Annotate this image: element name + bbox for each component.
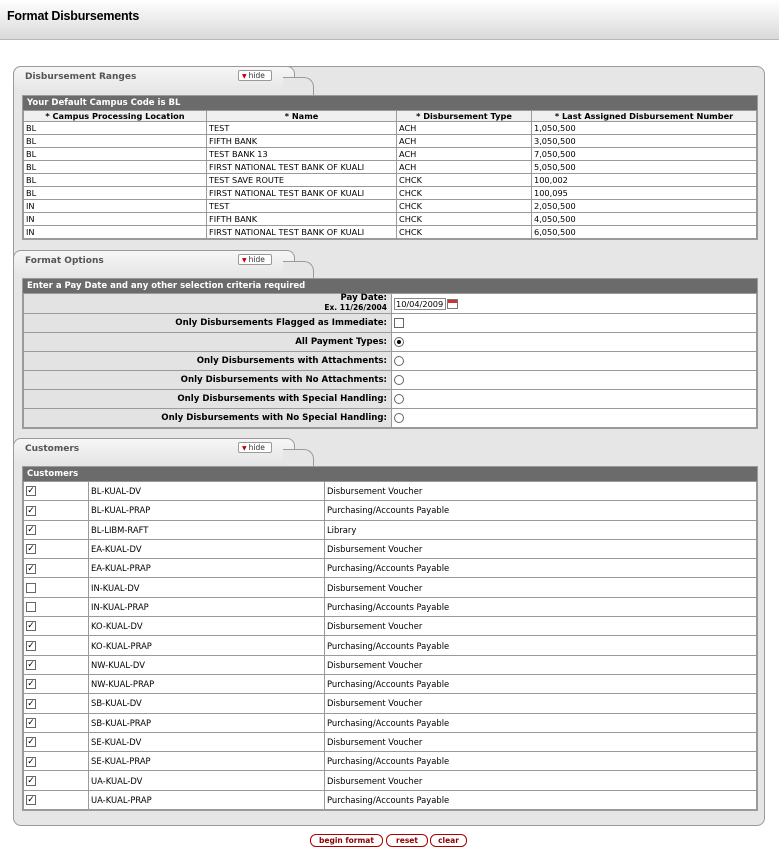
table-row (24, 122, 757, 135)
customer-row (24, 501, 757, 520)
no-special-handling-radio[interactable] (394, 413, 404, 423)
page-title: Format Disbursements (7, 9, 140, 23)
checkmark-icon: ✓ (27, 698, 35, 709)
table-cell: IN (24, 226, 207, 239)
checkmark-icon: ✓ (27, 679, 35, 690)
customers-heading: Customers (23, 467, 757, 481)
customer-checkbox[interactable] (26, 506, 36, 516)
customer-row (24, 694, 757, 713)
checkmark-icon: ✓ (27, 756, 35, 767)
customer-code: EA-KUAL-PRAP (89, 559, 325, 578)
customer-row (24, 636, 757, 655)
customer-checkbox[interactable] (26, 621, 36, 631)
checkmark-icon: ✓ (27, 505, 35, 516)
special-handling-radio[interactable] (394, 394, 404, 404)
customer-description: Disbursement Voucher (325, 539, 757, 558)
customer-code: SB-KUAL-PRAP (89, 713, 325, 732)
checkmark-icon: ✓ (27, 544, 35, 555)
customer-description: Disbursement Voucher (325, 617, 757, 636)
customer-row (24, 597, 757, 616)
customer-row (24, 482, 757, 501)
customers-section (22, 466, 758, 811)
clear-button[interactable]: clear (430, 834, 467, 847)
no-attachments-radio[interactable] (394, 375, 404, 385)
customer-row (24, 578, 757, 597)
pay-date-cell (392, 294, 757, 314)
customer-description: Purchasing/Accounts Payable (325, 674, 757, 693)
table-row (24, 135, 757, 148)
customer-code: NW-KUAL-DV (89, 655, 325, 674)
customer-description: Library (325, 520, 757, 539)
all-types-radio[interactable] (394, 337, 404, 347)
customer-row (24, 617, 757, 636)
options-form (23, 293, 757, 428)
table-cell: 1,050,500 (532, 122, 757, 135)
table-cell: ACH (397, 161, 532, 174)
table-cell: 2,050,500 (532, 200, 757, 213)
table-cell: 3,050,500 (532, 135, 757, 148)
checkmark-icon: ✓ (27, 775, 35, 786)
customer-checkbox[interactable] (26, 699, 36, 709)
checkmark-icon: ✓ (27, 486, 35, 497)
table-cell: 4,050,500 (532, 213, 757, 226)
triangle-down-icon: ▼ (242, 445, 247, 452)
tab-title: Disbursement Ranges (25, 72, 137, 82)
customer-row (24, 539, 757, 558)
customer-row (24, 674, 757, 693)
table-cell: BL (24, 174, 207, 187)
table-cell: TEST SAVE ROUTE (207, 174, 397, 187)
customer-checkbox[interactable] (26, 757, 36, 767)
customer-checkbox[interactable] (26, 660, 36, 670)
ranges-column-header: * Last Assigned Disbursement Number (532, 111, 757, 122)
table-cell: BL (24, 187, 207, 200)
customer-code: SB-KUAL-DV (89, 694, 325, 713)
customer-code: BL-KUAL-DV (89, 482, 325, 501)
table-row (24, 148, 757, 161)
customer-checkbox[interactable] (26, 795, 36, 805)
tab-title: Format Options (25, 256, 104, 266)
ranges-column-header: * Campus Processing Location (24, 111, 207, 122)
customer-checkbox[interactable] (26, 602, 36, 612)
checkmark-icon: ✓ (27, 563, 35, 574)
immediate-checkbox[interactable] (394, 318, 404, 328)
table-cell: BL (24, 161, 207, 174)
special-handling-label: Only Disbursements with Special Handling: (24, 390, 392, 409)
triangle-down-icon: ▼ (242, 73, 247, 80)
table-cell: 5,050,500 (532, 161, 757, 174)
pay-date-label-cell (24, 294, 392, 314)
customer-code: BL-KUAL-PRAP (89, 501, 325, 520)
customer-code: NW-KUAL-PRAP (89, 674, 325, 693)
checkmark-icon: ✓ (27, 717, 35, 728)
format-options-section (22, 278, 758, 429)
table-cell: CHCK (397, 187, 532, 200)
table-row (24, 187, 757, 200)
customer-checkbox[interactable] (26, 679, 36, 689)
table-cell: FIRST NATIONAL TEST BANK OF KUALI (207, 187, 397, 200)
customer-code: IN-KUAL-DV (89, 578, 325, 597)
checkmark-icon: ✓ (27, 621, 35, 632)
customer-row (24, 520, 757, 539)
options-heading: Enter a Pay Date and any other selection criteria required (23, 279, 757, 293)
table-cell: FIRST NATIONAL TEST BANK OF KUALI (207, 226, 397, 239)
ranges-table (23, 110, 757, 239)
customer-description: Purchasing/Accounts Payable (325, 501, 757, 520)
attachments-label: Only Disbursements with Attachments: (24, 352, 392, 371)
customer-description: Purchasing/Accounts Payable (325, 752, 757, 771)
table-cell: BL (24, 122, 207, 135)
reset-button[interactable]: reset (386, 834, 428, 847)
table-row (24, 174, 757, 187)
checkmark-icon: ✓ (27, 640, 35, 651)
table-cell: CHCK (397, 174, 532, 187)
attachments-radio[interactable] (394, 356, 404, 366)
table-row (24, 213, 757, 226)
customer-code: SE-KUAL-DV (89, 732, 325, 751)
no-special-handling-label: Only Disbursements with No Special Handling: (24, 409, 392, 428)
ranges-heading: Your Default Campus Code is BL (23, 96, 757, 110)
triangle-down-icon: ▼ (242, 257, 247, 264)
tab-customers (13, 438, 295, 466)
customer-description: Disbursement Voucher (325, 482, 757, 501)
customer-code: KO-KUAL-PRAP (89, 636, 325, 655)
customer-checkbox[interactable] (26, 641, 36, 651)
customer-code: SE-KUAL-PRAP (89, 752, 325, 771)
checkmark-icon: ✓ (27, 660, 35, 671)
checkmark-icon: ✓ (27, 795, 35, 806)
customer-checkbox[interactable] (26, 583, 36, 593)
table-cell: BL (24, 148, 207, 161)
begin-format-button[interactable]: begin format (310, 834, 383, 847)
pay-date-input[interactable]: 10/04/2009 (394, 298, 446, 310)
table-cell: 100,095 (532, 187, 757, 200)
no-attachments-label: Only Disbursements with No Attachments: (24, 371, 392, 390)
hide-disbursement-ranges-button[interactable]: ▼ hide (238, 70, 272, 81)
checkmark-icon: ✓ (27, 524, 35, 535)
table-cell: TEST (207, 122, 397, 135)
table-cell: BL (24, 135, 207, 148)
customer-description: Purchasing/Accounts Payable (325, 559, 757, 578)
customer-row (24, 559, 757, 578)
customer-description: Disbursement Voucher (325, 655, 757, 674)
tab-format-options (13, 250, 295, 278)
hide-customers-button[interactable]: ▼ hide (238, 442, 272, 453)
table-cell: FIFTH BANK (207, 135, 397, 148)
table-cell: CHCK (397, 213, 532, 226)
table-cell: ACH (397, 148, 532, 161)
table-cell: ACH (397, 135, 532, 148)
checkmark-icon: ✓ (27, 737, 35, 748)
customer-description: Purchasing/Accounts Payable (325, 636, 757, 655)
calendar-icon[interactable] (447, 299, 458, 309)
table-cell: TEST BANK 13 (207, 148, 397, 161)
customer-code: KO-KUAL-DV (89, 617, 325, 636)
table-row (24, 226, 757, 239)
page-header (0, 0, 779, 40)
table-cell: IN (24, 200, 207, 213)
customer-row (24, 771, 757, 790)
table-cell: ACH (397, 122, 532, 135)
customer-row (24, 790, 757, 809)
customer-checkbox[interactable] (26, 486, 36, 496)
table-cell: FIFTH BANK (207, 213, 397, 226)
ranges-column-header: * Name (207, 111, 397, 122)
disbursement-ranges-section (22, 95, 758, 240)
customer-description: Disbursement Voucher (325, 578, 757, 597)
ranges-column-header: * Disbursement Type (397, 111, 532, 122)
customers-table (23, 481, 757, 810)
table-cell: CHCK (397, 200, 532, 213)
customer-checkbox[interactable] (26, 718, 36, 728)
table-cell: FIRST NATIONAL TEST BANK OF KUALI (207, 161, 397, 174)
customer-code: IN-KUAL-PRAP (89, 597, 325, 616)
pay-date-example: Ex. 11/26/2004 (324, 303, 387, 312)
table-cell: IN (24, 213, 207, 226)
customer-row (24, 752, 757, 771)
pay-date-label: Pay Date: (340, 293, 387, 303)
customer-code: UA-KUAL-PRAP (89, 790, 325, 809)
customer-description: Purchasing/Accounts Payable (325, 790, 757, 809)
table-row (24, 200, 757, 213)
customer-checkbox[interactable] (26, 544, 36, 554)
customer-checkbox[interactable] (26, 525, 36, 535)
customer-description: Disbursement Voucher (325, 694, 757, 713)
table-row (24, 161, 757, 174)
all-types-label: All Payment Types: (24, 333, 392, 352)
customer-checkbox[interactable] (26, 776, 36, 786)
table-cell: 100,002 (532, 174, 757, 187)
tab-title: Customers (25, 444, 80, 454)
customer-description: Disbursement Voucher (325, 732, 757, 751)
customer-code: BL-LIBM-RAFT (89, 520, 325, 539)
customer-row (24, 655, 757, 674)
immediate-label: Only Disbursements Flagged as Immediate: (24, 314, 392, 333)
customer-code: UA-KUAL-DV (89, 771, 325, 790)
customer-row (24, 713, 757, 732)
customer-row (24, 732, 757, 751)
table-cell: 6,050,500 (532, 226, 757, 239)
hide-format-options-button[interactable]: ▼ hide (238, 254, 272, 265)
customer-checkbox[interactable] (26, 564, 36, 574)
customer-description: Disbursement Voucher (325, 771, 757, 790)
table-cell: 7,050,500 (532, 148, 757, 161)
tab-disbursement-ranges (13, 66, 295, 94)
customer-code: EA-KUAL-DV (89, 539, 325, 558)
customer-description: Purchasing/Accounts Payable (325, 597, 757, 616)
customer-checkbox[interactable] (26, 737, 36, 747)
table-cell: TEST (207, 200, 397, 213)
customer-description: Purchasing/Accounts Payable (325, 713, 757, 732)
table-cell: CHCK (397, 226, 532, 239)
